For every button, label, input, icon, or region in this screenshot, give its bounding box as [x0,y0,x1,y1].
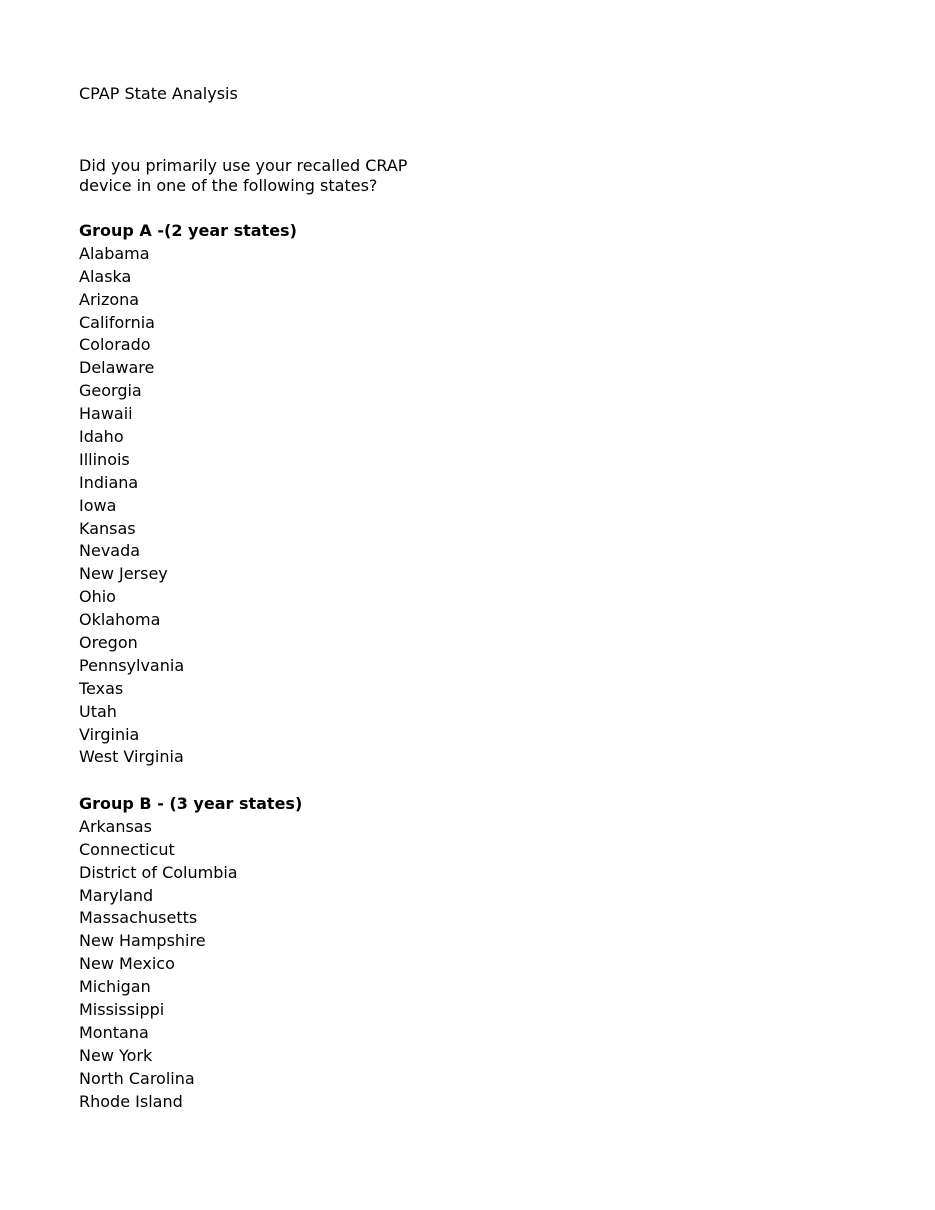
state-item: Rhode Island [79,1091,183,1111]
state-item: Connecticut [79,839,175,859]
question-line: device in one of the following states? [79,176,378,195]
state-item: Michigan [79,977,151,997]
group-b-heading: Group B - (3 year states) [79,794,303,813]
state-item: Montana [79,1022,149,1042]
state-item: Kansas [79,518,136,538]
group-a-heading: Group A -(2 year states) [79,221,297,240]
document-page [79,0,879,1210]
question-text [79,156,499,196]
group-b-state-list [79,816,302,1114]
state-item: Mississippi [79,1000,165,1020]
state-item: New Mexico [79,954,175,974]
state-item: New Hampshire [79,931,206,951]
state-item: Alaska [79,266,132,286]
state-item: Idaho [79,427,124,447]
state-item: Utah [79,701,117,721]
state-item: California [79,312,155,332]
question-line: Did you primarily use your recalled CRAP [79,156,408,175]
state-item: Delaware [79,358,155,378]
state-item: Arkansas [79,816,152,836]
state-item: Nevada [79,541,141,561]
group-a-state-list [79,243,297,769]
state-item: Alabama [79,243,150,263]
state-item: Ohio [79,587,116,607]
state-item: Massachusetts [79,908,198,928]
group-a-section [79,220,297,769]
document-title: CPAP State Analysis [79,84,238,103]
state-item: Colorado [79,335,151,355]
state-item: New Jersey [79,564,168,584]
state-item: Texas [79,678,124,698]
state-item: Georgia [79,381,142,401]
state-item: New York [79,1045,153,1065]
state-item: Iowa [79,495,117,515]
state-item: Virginia [79,724,140,744]
state-item: District of Columbia [79,862,238,882]
group-b-section [79,793,302,1113]
state-item: Arizona [79,289,140,309]
state-item: Maryland [79,885,154,905]
state-item: North Carolina [79,1068,195,1088]
state-item: West Virginia [79,747,184,767]
state-item: Oregon [79,633,138,653]
state-item: Indiana [79,472,139,492]
state-item: Oklahoma [79,610,161,630]
state-item: Illinois [79,449,130,469]
state-item: Pennsylvania [79,655,185,675]
state-item: Hawaii [79,404,133,424]
